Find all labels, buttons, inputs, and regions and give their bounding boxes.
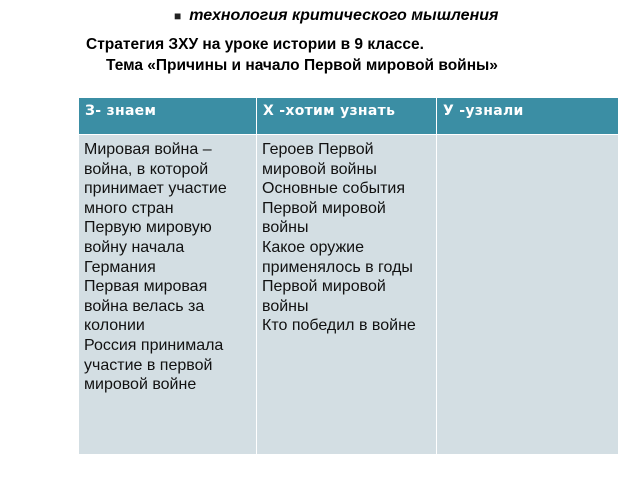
table-row [79,135,619,455]
kwl-table [78,97,619,455]
know-entry: Мировая война – война, в которой принимает участие много стран [84,141,227,217]
want-entry: Героев Первой мировой войны [262,141,377,178]
bullet-text: технология критического мышления [189,7,499,24]
column-header-learned: У -узнали [437,98,619,135]
know-entry: Первая мировая война велась за колонии [84,278,208,335]
know-entry: Россия принимала участие в первой мировой войне [84,336,224,394]
cell-want-to-know [257,135,437,455]
want-entry: Кто победил в войне [262,317,416,335]
column-header-know: З- знаем [79,98,257,135]
title-line-1: Стратегия ЗХУ на уроке истории в 9 классе. [86,36,424,53]
cell-learned [437,135,619,455]
want-entry: Основные события Первой мировой войны [262,180,406,237]
bullet-square-icon: ■ [174,9,182,23]
table-header-row [79,98,619,135]
column-header-want: Х -хотим узнать [257,98,437,135]
know-entry: Первую мировую войну начала Германия [84,219,212,276]
page-title [86,34,498,76]
cell-know [79,135,257,455]
title-line-2: Тема «Причины и начало Первой мировой войны» [106,57,498,74]
want-entry: Какое оружие применялось в годы Первой мировой войны [262,238,413,315]
bullet-item [174,5,498,27]
